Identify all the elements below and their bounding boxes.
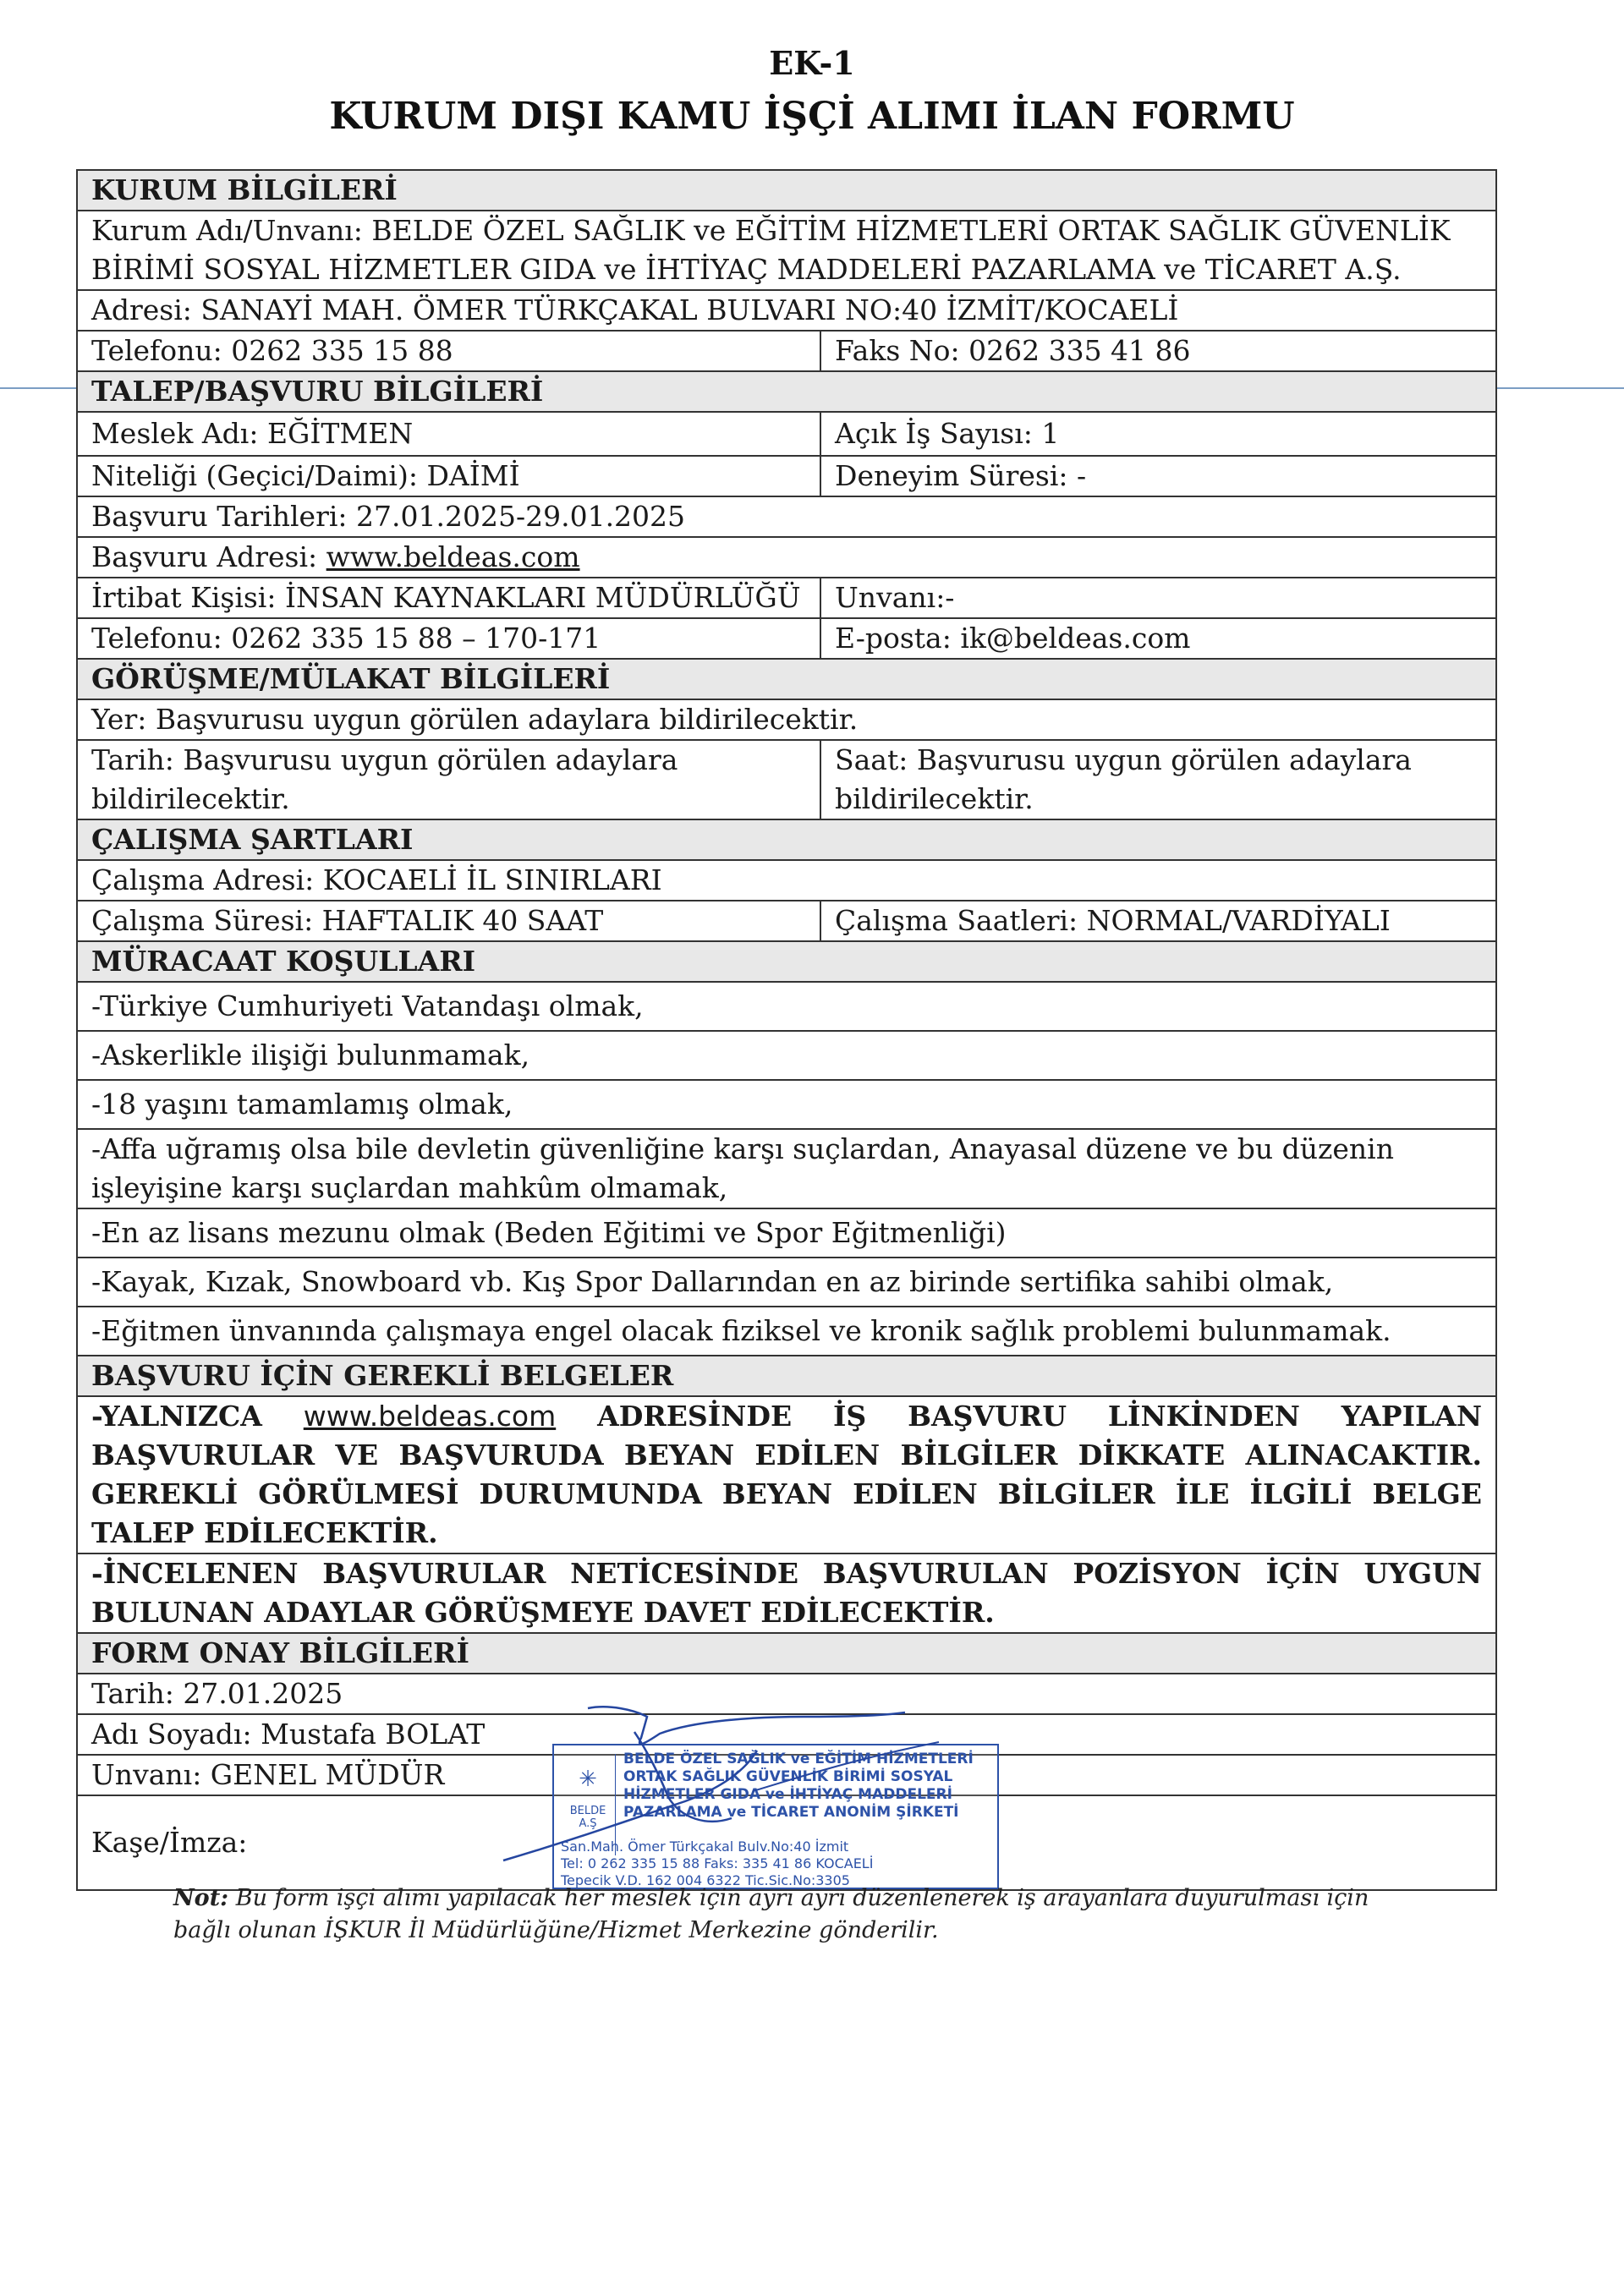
documents-p1-rest: ADRESİNDE İŞ BAŞVURU LİNKİNDEN YAPILAN BAŞVURULAR VE BAŞVURUDA BEYAN EDİLEN BİLGİLER DİKKATE ALINACAKTIR. GEREKLİ GÖRÜLMESİ DURUMUNDA BEYAN EDİLEN BİLGİLER İLE İLGİLİ BELGE TALEP EDİLECEKTİR. xyxy=(91,1400,1483,1549)
work-hours-row xyxy=(78,901,1495,942)
interview-place: Yer: Başvurusu uygun görülen adaylara bildirilecektir. xyxy=(78,700,1495,741)
kurum-address: Adresi: SANAYİ MAH. ÖMER TÜRKÇAKAL BULVARI NO:40 İZMİT/KOCAELİ xyxy=(78,291,1495,332)
stamp-logo-text: BELDE A.Ş xyxy=(569,1805,606,1830)
kurum-phone: Telefonu: 0262 335 15 88 xyxy=(78,332,821,370)
interview-date: Tarih: Başvurusu uygun görülen adaylara bildirilecektir. xyxy=(78,741,821,819)
footnote-text: Bu form işçi alımı yapılacak her meslek için ayrı ayrı düzenlenerek iş arayanlara duyurulması için bağlı olunan İŞKUR İl Müdürlüğüne/Hizmet Merkezine gönderilir. xyxy=(173,1885,1369,1943)
contact-email: E-posta: ik@beldeas.com xyxy=(835,622,1191,655)
section-talep: TALEP/BAŞVURU BİLGİLERİ xyxy=(78,372,1495,413)
contact-phone: Telefonu: 0262 335 15 88 – 170-171 xyxy=(78,619,821,658)
documents-p1-prefix: -YALNIZCA xyxy=(91,1400,304,1433)
stamp-line: ORTAK SAĞLIK GÜVENLİK BİRİMİ SOSYAL xyxy=(623,1768,953,1785)
kurum-name xyxy=(78,211,1495,291)
list-item: -Affa uğramış olsa bile devletin güvenliğine karşı suçlardan, Anayasal düzene ve bu düzenin işleyişine karşı suçlardan mahkûm olmamak, xyxy=(78,1130,1495,1209)
list-item: -En az lisans mezunu olmak (Beden Eğitimi ve Spor Eğitmenliği) xyxy=(78,1209,1495,1258)
application-address-label: Başvuru Adresi: xyxy=(91,540,326,573)
stamp-line: PAZARLAMA ve TİCARET ANONİM ŞİRKETİ xyxy=(623,1804,959,1821)
job-nature: Niteliği (Geçici/Daimi): DAİMİ xyxy=(78,457,821,496)
stamp-address-line: San.Mah. Ömer Türkçakal Bulv.No:40 İzmit xyxy=(561,1838,849,1855)
work-address: Çalışma Adresi: KOCAELİ İL SINIRLARI xyxy=(78,861,1495,901)
application-address xyxy=(78,538,1495,578)
kurum-fax: Faks No: 0262 335 41 86 xyxy=(835,334,1191,367)
approver-title: Unvanı: GENEL MÜDÜR xyxy=(78,1756,1495,1796)
interview-time-row xyxy=(78,741,1495,820)
kurum-name-line2: BİRİMİ SOSYAL HİZMETLER GIDA ve İHTİYAÇ MADDELERİ PAZARLAMA ve TİCARET A.Ş. xyxy=(91,253,1402,286)
talep-row-nature xyxy=(78,457,1495,497)
stamp-signature-row: Kaşe/İmza: xyxy=(91,1826,248,1859)
kurum-name-line1: Kurum Adı/Unvanı: BELDE ÖZEL SAĞLIK ve EĞİTİM HİZMETLERİ ORTAK SAĞLIK GÜVENLİK xyxy=(91,214,1451,247)
section-onay: FORM ONAY BİLGİLERİ xyxy=(78,1634,1495,1674)
approver-name: Adı Soyadı: Mustafa BOLAT xyxy=(78,1715,1495,1756)
list-item: -18 yaşını tamamlamış olmak, xyxy=(78,1081,1495,1130)
list-item: -Eğitmen ünvanında çalışmaya engel olacak fiziksel ve kronik sağlık problemi bulunmamak. xyxy=(78,1307,1495,1356)
talep-row-job xyxy=(78,413,1495,457)
section-muracaat: MÜRACAAT KOŞULLARI xyxy=(78,942,1495,983)
experience: Deneyim Süresi: - xyxy=(835,459,1087,492)
footnote-label: Not: xyxy=(173,1885,229,1911)
annex-label: EK-1 xyxy=(769,44,855,82)
section-gorusme: GÖRÜŞME/MÜLAKAT BİLGİLERİ xyxy=(78,660,1495,700)
talep-row-contact xyxy=(78,578,1495,619)
stamp-line: HİZMETLER GIDA ve İHTİYAÇ MADDELERİ xyxy=(623,1786,952,1803)
contact-person: İrtibat Kişisi: İNSAN KAYNAKLARI MÜDÜRLÜĞÜ xyxy=(78,578,821,617)
stamp-address-line: Tel: 0 262 335 15 88 Faks: 335 41 86 KOCAELİ xyxy=(561,1855,874,1871)
talep-row-phone xyxy=(78,619,1495,660)
kurum-contact-row xyxy=(78,332,1495,372)
section-belgeler: BAŞVURU İÇİN GEREKLİ BELGELER xyxy=(78,1356,1495,1397)
interview-time: Saat: Başvurusu uygun görülen adaylara bildirilecektir. xyxy=(835,743,1412,815)
section-calisma: ÇALIŞMA ŞARTLARI xyxy=(78,820,1495,861)
stamp-address-line: Tepecik V.D. 162 004 6322 Tic.Sic.No:3305 xyxy=(561,1872,850,1888)
job-posting-form xyxy=(76,169,1497,1891)
list-item: -Askerlikle ilişiği bulunmamak, xyxy=(78,1032,1495,1081)
documents-paragraph-2: -İNCELENEN BAŞVURULAR NETİCESİNDE BAŞVURULAN POZİSYON İÇİN UYGUN BULUNAN ADAYLAR GÖRÜŞMEYE DAVET EDİLECEKTİR. xyxy=(78,1554,1495,1634)
stamp-emblem-icon: ✳ xyxy=(579,1767,597,1792)
approval-date: Tarih: 27.01.2025 xyxy=(78,1674,1495,1715)
job-name: Meslek Adı: EĞİTMEN xyxy=(78,413,821,455)
list-item: -Kayak, Kızak, Snowboard vb. Kış Spor Dallarından en az birinde sertifika sahibi olmak, xyxy=(78,1258,1495,1307)
page-title: KURUM DIŞI KAMU İŞÇİ ALIMI İLAN FORMU xyxy=(329,95,1295,138)
footnote xyxy=(173,1882,1417,1947)
handwritten-signature xyxy=(499,1691,1023,1886)
contact-title: Unvanı:- xyxy=(835,581,955,614)
work-hours: Çalışma Saatleri: NORMAL/VARDİYALI xyxy=(835,904,1391,937)
documents-p1-link[interactable]: www.beldeas.com xyxy=(303,1400,557,1433)
section-kurum: KURUM BİLGİLERİ xyxy=(78,171,1495,211)
open-positions: Açık İş Sayısı: 1 xyxy=(835,417,1060,450)
application-dates: Başvuru Tarihleri: 27.01.2025-29.01.2025 xyxy=(78,497,1495,538)
work-duration: Çalışma Süresi: HAFTALIK 40 SAAT xyxy=(78,901,821,940)
application-address-link[interactable]: www.beldeas.com xyxy=(326,540,580,573)
documents-paragraph-1 xyxy=(78,1397,1495,1554)
stamp-line: BELDE ÖZEL SAĞLIK ve EĞİTİM HİZMETLERİ xyxy=(623,1751,974,1767)
list-item: -Türkiye Cumhuriyeti Vatandaşı olmak, xyxy=(78,983,1495,1032)
